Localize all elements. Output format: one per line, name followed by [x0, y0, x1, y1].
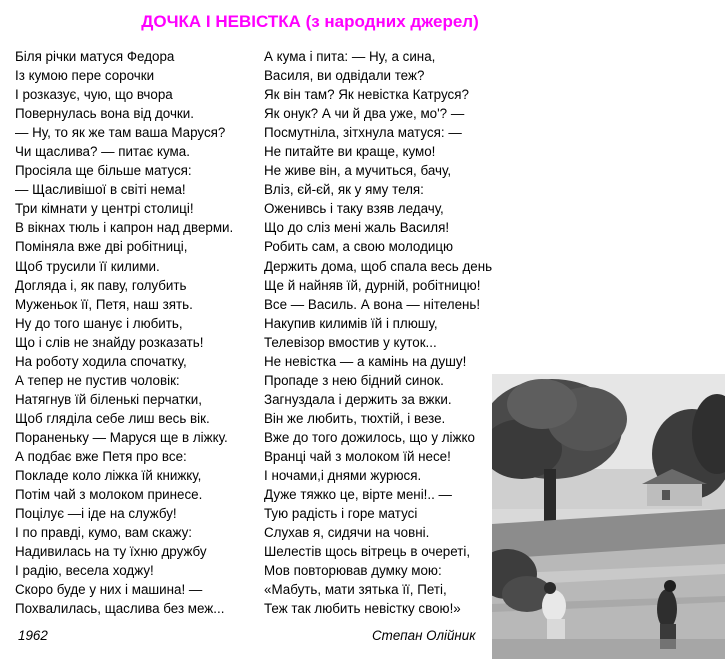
poem-line: Вранці чай з молоком їй несе! — [264, 448, 451, 464]
poem-line: Тую радість і горе матусі — [264, 506, 418, 522]
poem-line: Щоб гляділа себе лиш весь вік. — [15, 410, 210, 426]
poem-line: Дуже тяжко це, вірте мені!.. — — [264, 487, 452, 503]
poem-title: ДОЧКА І НЕВІСТКА (з народних джерел) — [141, 12, 479, 31]
poem-line: Покладе коло ліжка їй книжку, — [15, 468, 202, 484]
poem-line: Вліз, єй-єй, як у яму теля: — [264, 182, 424, 198]
poem-line: Пораненьку — Маруся ще в ліжку. — [15, 429, 228, 445]
poem-line: Поміняла вже дві робітниці, — [15, 239, 188, 255]
poem-line: А подбає вже Петя про все: — [15, 448, 187, 464]
poem-line: Три кімнати у центрі столиці! — [15, 201, 194, 217]
poem-line: Оженивсь і таку взяв ледачу, — [264, 201, 444, 217]
poem-line: Ну до того шанує і любить, — [15, 315, 183, 331]
poem-line: Загнуздала і держить за вжки. — [264, 391, 452, 407]
poem-line: Держить дома, щоб спала весь день — [264, 258, 493, 274]
poem-line: — Ну, то як же там ваша Маруся? — [15, 125, 226, 141]
poem-line: Пропаде з нею бідний синок. — [264, 372, 444, 388]
poem-year: 1962 — [18, 628, 48, 643]
poem-line: Мов повторював думку мою: — [264, 563, 442, 579]
poem-line: — Щасливішої в світі нема! — [15, 182, 186, 198]
poem-line: Теж так любить невістку свою!» — [264, 601, 461, 617]
poem-left-column — [15, 47, 233, 618]
poem-line: Накупив килимів їй і плюшу, — [264, 315, 438, 331]
poem-line: Все — Василь. А вона — нітелень! — [264, 296, 481, 312]
poem-line: Щоб трусили її килими. — [15, 258, 160, 274]
poem-line: І радію, весела ходжу! — [15, 563, 154, 579]
poem-author: Степан Олійник — [372, 628, 476, 643]
poem-line: Робить сам, а свою молодицю — [264, 239, 454, 255]
poem-line: Як він там? Як невістка Катруся? — [264, 87, 469, 103]
poem-line: Просіяла ще більше матуся: — [15, 163, 192, 179]
poem-line: А кума і пита: — Ну, а сина, — [264, 49, 436, 64]
poem-line: Ще й найняв їй, дурній, робітницю! — [264, 277, 481, 293]
poem-line: І ночами,і днями журюся. — [264, 468, 422, 484]
poem-line: «Мабуть, мати зятька її, Петі, — [264, 582, 447, 598]
poem-line: Похвалилась, щаслива без меж... — [15, 601, 225, 617]
poem-line: Не питайте ви краще, кумо! — [264, 144, 436, 160]
poem-line: Надивилась на ту їхню дружбу — [15, 544, 207, 560]
village-river-photo — [492, 374, 725, 659]
poem-line: Догляда і, як паву, голубить — [15, 277, 187, 293]
poem-line: Вже до того дожилось, що у ліжко — [264, 429, 475, 445]
poem-line: Шелестів щось вітрець в очереті, — [264, 544, 471, 560]
poem-line: Біля річки матуся Федора — [15, 49, 175, 64]
poem-line: Що і слів не знайду розказать! — [15, 334, 204, 350]
poem-line: Не живе він, а мучиться, бачу, — [264, 163, 452, 179]
poem-line: Із кумою пере сорочки — [15, 68, 155, 84]
poem-line: Муженьок її, Петя, наш зять. — [15, 296, 193, 312]
poem-line: В вікнах тюль і капрон над дверми. — [15, 220, 234, 236]
poem-line: Він же любить, тюхтій, і везе. — [264, 410, 446, 426]
poem-line: Поцілує —і іде на службу! — [15, 506, 177, 522]
poem-line: Телевізор вмостив у куток... — [264, 334, 437, 350]
poem-line: На роботу ходила спочатку, — [15, 353, 187, 369]
poem-line: Василя, ви одвідали теж? — [264, 68, 425, 84]
poem-line: Повернулась вона від дочки. — [15, 106, 194, 122]
poem-right-column — [264, 47, 492, 618]
poem-line: Посмутніла, зітхнула матуся: — — [264, 125, 462, 141]
poem-line: А тепер не пустив чоловік: — [15, 372, 180, 388]
poem-line: І розказує, чую, що вчора — [15, 87, 173, 103]
poem-line: Потім чай з молоком принесе. — [15, 487, 203, 503]
poem-line: Що до сліз мені жаль Василя! — [264, 220, 450, 236]
poem-line: Як онук? А чи й два уже, мо'? — — [264, 106, 465, 122]
poem-line: І по правді, кумо, вам скажу: — [15, 525, 193, 541]
poem-line: Скоро буде у них і машина! — — [15, 582, 203, 598]
poem-line: Слухав я, сидячи на човні. — [264, 525, 430, 541]
poem-line: Чи щаслива? — питає кума. — [15, 144, 190, 160]
poem-line: Не невістка — а камінь на душу! — [264, 353, 467, 369]
poem-line: Натягнув їй біленькі перчатки, — [15, 391, 202, 407]
